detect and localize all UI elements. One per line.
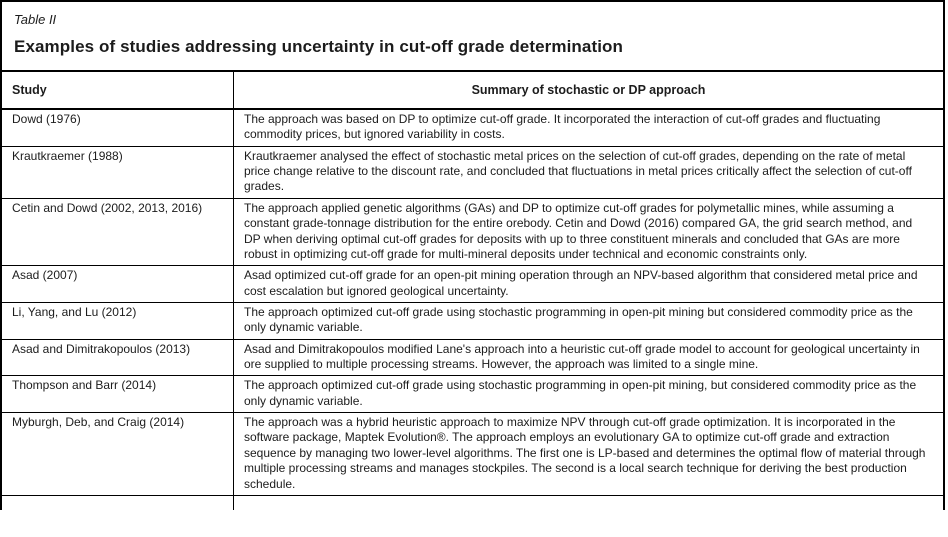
table-row [2, 303, 943, 340]
table-row [2, 266, 943, 303]
table-header-row [2, 72, 943, 110]
study-cell: Li, Yang, and Lu (2012) [2, 303, 234, 339]
summary-cell: Krautkraemer analysed the effect of stochastic metal prices on the selection of cut-off grades, depending on the rate of metal price change relative to the discount rate, and concluded that fluctuations in metal prices critically affect the selection of cut-off grades. [244, 148, 912, 194]
table-caption [2, 2, 943, 72]
summary-cell: Asad optimized cut-off grade for an open-pit mining operation through an NPV-based algorithm that considered metal price and cost escalation but ignored geological uncertainty. [244, 268, 918, 298]
table-row [2, 199, 943, 266]
summary-cell: The approach optimized cut-off grade using stochastic programming in open-pit mining, but considered commodity price as the only dynamic variable. [244, 378, 917, 408]
study-cell: Asad and Dimitrakopoulos (2013) [2, 340, 234, 376]
table-row [2, 110, 943, 147]
summary-cell: Asad and Dimitrakopoulos modified Lane's approach into a heuristic cut-off grade model to account for geological uncertainty in ore supplied to multiple processing streams. However, the approach was limited to a single mine. [244, 341, 920, 372]
column-header-summary: Summary of stochastic or DP approach [471, 83, 706, 97]
study-cell [2, 496, 234, 510]
column-header-study: Study [2, 72, 234, 108]
study-cell: Asad (2007) [2, 266, 234, 302]
table-row [2, 340, 943, 377]
summary-cell [234, 496, 943, 510]
table-row [2, 413, 943, 496]
summary-cell: The approach was based on DP to optimize cut-off grade. It incorporated the interaction of cut-off grades and fluctuating commodity prices, but ignored variability in costs. [244, 112, 881, 142]
summary-cell: The approach applied genetic algorithms (GAs) and DP to optimize cut-off grades for polymetallic mines, while assuming a constant grade-tonnage distribution for the entire orebody. Cetin and Dowd (2016) compared GA, the grid search method, and DP when deriving optimal cut-off grades for deposits with up to three constituent minerals and concluded that GAs are more robust in optimizing cut-off grade for multi-mineral deposits under technical and economic constraints only. [244, 200, 913, 261]
study-cell: Dowd (1976) [2, 110, 234, 146]
table-title: Examples of studies addressing uncertainty in cut-off grade determination [14, 37, 624, 56]
study-cell: Krautkraemer (1988) [2, 147, 234, 198]
study-cell: Myburgh, Deb, and Craig (2014) [2, 413, 234, 495]
cropped-next-row [2, 496, 943, 510]
table-row [2, 147, 943, 199]
study-cell: Cetin and Dowd (2002, 2013, 2016) [2, 199, 234, 265]
study-cell: Thompson and Barr (2014) [2, 376, 234, 412]
summary-cell: The approach was a hybrid heuristic approach to maximize NPV through cut-off grade optimization. It is incorporated in the software package, Maptek Evolution®. The approach employs an evolutionary GA to optimize cut-off grade and extraction sequence by managing two lower-level algorithms. The first one is LP-based and determines the optimal flow of material through multiple processing streams and manages stockpiles. The second is a local search technique for deriving the best production schedule. [244, 415, 926, 491]
table-row [2, 376, 943, 413]
table-number-label: Table II [14, 12, 57, 27]
summary-cell: The approach optimized cut-off grade using stochastic programming in open-pit mining but considered commodity price as the only dynamic variable. [244, 304, 913, 335]
